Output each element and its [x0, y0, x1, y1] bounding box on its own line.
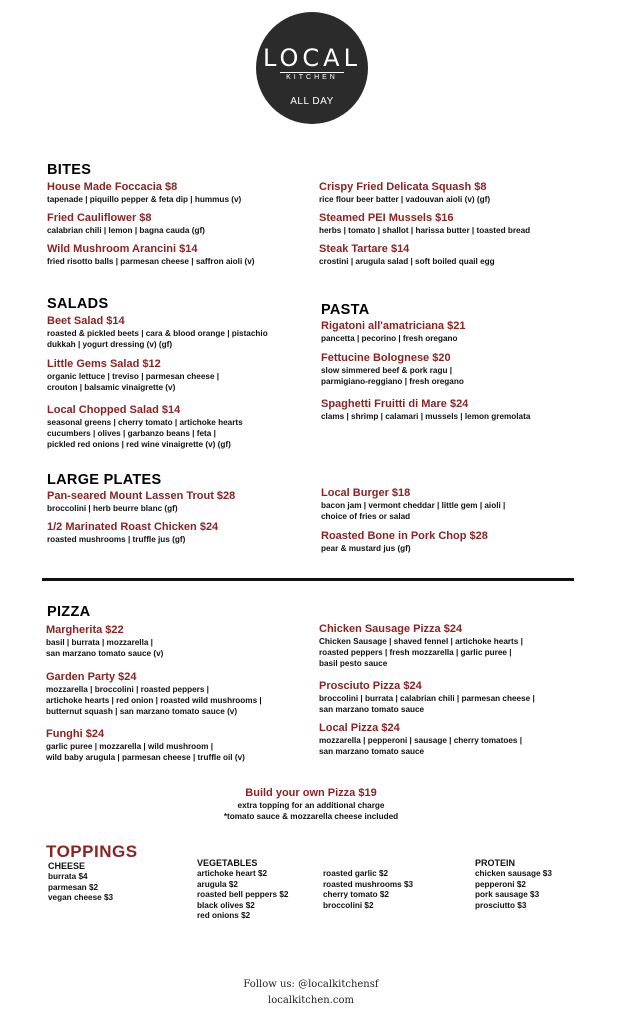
- item-name: Pan-seared Mount Lassen Trout $28: [47, 490, 236, 502]
- social-handle[interactable]: Follow us: @localkitchensf: [243, 979, 379, 990]
- item-desc: parmigiano-reggiano | fresh oregano: [321, 377, 464, 386]
- menu-item: [319, 211, 587, 236]
- menu-item: [319, 180, 587, 205]
- item-name: Little Gems Salad $12: [47, 358, 161, 370]
- topping-item: broccolini $2: [323, 900, 374, 910]
- item-name: Fettucine Bolognese $20: [321, 352, 451, 364]
- item-desc: crouton | balsamic vinaigrette (v): [47, 383, 176, 392]
- menu-item: [319, 622, 599, 669]
- section-title-pasta: PASTA: [321, 302, 370, 318]
- item-desc: mozzarella | pepperoni | sausage | cherry tomatoes |: [319, 736, 523, 745]
- topping-item: arugula $2: [197, 879, 238, 889]
- item-name: Fried Cauliflower $8: [47, 212, 152, 224]
- item-desc: crostini | arugula salad | soft boiled quail egg: [319, 257, 495, 266]
- item-desc: *tomato sauce & mozzarella cheese included: [223, 812, 399, 821]
- footer: [211, 977, 411, 1009]
- item-desc: pancetta | pecorino | fresh oregano: [321, 334, 458, 343]
- item-name: Roasted Bone in Pork Chop $28: [321, 530, 488, 542]
- item-desc: san marzano tomato sauce (v): [46, 649, 164, 658]
- menu-item: [319, 679, 599, 715]
- logo-wordmark: LOCAL: [263, 44, 361, 72]
- item-desc: roasted & pickled beets | cara & blood orange | pistachio: [47, 329, 268, 338]
- item-name: House Made Foccacia $8: [47, 181, 178, 193]
- section-title-bites: BITES: [47, 162, 92, 178]
- topping-item: roasted mushrooms $3: [323, 879, 414, 889]
- item-desc: bacon jam | vermont cheddar | little gem | aioli |: [321, 501, 506, 510]
- item-desc: clams | shrimp | calamari | mussels | lemon gremolata: [321, 412, 531, 421]
- item-desc: artichoke hearts | red onion | roasted wild mushrooms |: [46, 696, 262, 705]
- section-title-salads: SALADS: [47, 296, 109, 312]
- topping-item: burrata $4: [48, 872, 88, 881]
- logo-tagline: ALL DAY: [290, 96, 334, 107]
- menu-item: [47, 489, 315, 514]
- menu-item: [46, 670, 314, 717]
- menu-item: [47, 242, 315, 267]
- item-desc: roasted mushrooms | truffle jus (gf): [47, 535, 186, 544]
- item-desc: butternut squash | san marzano tomato sauce (v): [46, 707, 238, 716]
- menu-item: [47, 211, 315, 236]
- menu-item: [47, 314, 315, 350]
- topping-item: roasted garlic $2: [323, 869, 389, 878]
- topping-item: parmesan $2: [48, 882, 99, 892]
- item-name: Crispy Fried Delicata Squash $8: [319, 181, 487, 193]
- topping-item: red onions $2: [197, 911, 251, 920]
- item-desc: fried risotto balls | parmesan cheese | saffron aioli (v): [47, 257, 255, 266]
- item-name: Wild Mushroom Arancini $14: [47, 243, 198, 255]
- topping-item: vegan cheese $3: [48, 893, 114, 902]
- item-desc: extra topping for an additional charge: [237, 801, 385, 810]
- toppings-title: TOPPINGS: [46, 842, 138, 861]
- menu-item: [321, 397, 589, 422]
- toppings-vegetables-continued: [323, 869, 463, 911]
- item-desc: broccolini | burrata | calabrian chili | parmesan cheese |: [319, 694, 535, 703]
- item-name: Funghi $24: [46, 728, 105, 740]
- topping-item: roasted bell peppers $2: [197, 890, 289, 899]
- item-desc: dukkah | yogurt dressing (v) (gf): [47, 340, 173, 349]
- menu-item: [319, 242, 587, 267]
- logo-divider: [280, 72, 344, 73]
- website-link[interactable]: localkitchen.com: [268, 995, 354, 1006]
- logo-subtitle: KITCHEN: [286, 74, 338, 81]
- item-desc: mozzarella | broccolini | roasted peppers |: [46, 685, 209, 694]
- item-name: Margherita $22: [46, 624, 124, 636]
- menu-item: [321, 486, 589, 522]
- item-desc: calabrian chili | lemon | bagna cauda (gf): [47, 226, 205, 235]
- item-name: Local Burger $18: [321, 487, 411, 499]
- item-desc: garlic puree | mozzarella | wild mushroom |: [46, 742, 214, 751]
- item-name: Garden Party $24: [46, 671, 137, 683]
- item-desc: basil | burrata | mozzarella |: [46, 638, 153, 647]
- item-name: 1/2 Marinated Roast Chicken $24: [47, 521, 219, 533]
- item-desc: seasonal greens | cherry tomato | artichoke hearts: [47, 418, 243, 427]
- build-your-own-pizza: [150, 786, 472, 822]
- topping-item: black olives $2: [197, 900, 255, 910]
- section-divider: [42, 578, 574, 581]
- topping-item: prosciutto $3: [475, 900, 527, 910]
- menu-item: [46, 727, 314, 763]
- menu-item: [46, 623, 314, 659]
- item-desc: organic lettuce | treviso | parmesan cheese |: [47, 372, 220, 381]
- item-desc: choice of fries or salad: [321, 512, 411, 521]
- toppings-protein: [475, 857, 615, 911]
- toppings-heading: CHEESE: [48, 861, 86, 871]
- item-name: Beet Salad $14: [47, 315, 125, 327]
- toppings-vegetables: [197, 857, 337, 922]
- item-name: Chicken Sausage Pizza $24: [319, 623, 463, 635]
- menu-item: [321, 529, 589, 554]
- topping-item: cherry tomato $2: [323, 890, 389, 899]
- item-desc: roasted peppers | fresh mozzarella | garlic puree |: [319, 648, 512, 657]
- topping-item: artichoke heart $2: [197, 869, 268, 878]
- toppings-heading: PROTEIN: [475, 858, 516, 868]
- item-name: Steak Tartare $14: [319, 243, 410, 255]
- toppings-heading: VEGETABLES: [197, 858, 258, 868]
- item-desc: cucumbers | olives | garbanzo beans | feta |: [47, 429, 216, 438]
- item-desc: herbs | tomato | shallot | harissa butter | toasted bread: [319, 226, 531, 235]
- item-desc: broccolini | herb beurre blanc (gf): [47, 504, 178, 513]
- item-desc: tapenade | piquillo pepper & feta dip | hummus (v): [47, 195, 242, 204]
- item-name: Rigatoni all'amatriciana $21: [321, 320, 466, 332]
- item-desc: wild baby arugula | parmesan cheese | truffle oil (v): [46, 753, 245, 762]
- item-name: Local Pizza $24: [319, 722, 400, 734]
- item-name: Prosciuto Pizza $24: [319, 680, 422, 692]
- item-name: Local Chopped Salad $14: [47, 404, 181, 416]
- menu-item: [47, 180, 315, 205]
- toppings-cheese: [48, 860, 188, 904]
- section-title-large-plates: LARGE PLATES: [47, 472, 162, 488]
- menu-item: [47, 403, 315, 450]
- item-desc: pear & mustard jus (gf): [321, 544, 411, 553]
- item-desc: Chicken Sausage | shaved fennel | artichoke hearts |: [319, 637, 523, 646]
- item-desc: pickled red onions | red wine vinaigrette (v) (gf): [47, 440, 231, 449]
- item-desc: basil pesto sauce: [319, 659, 388, 668]
- item-desc: rice flour beer batter | vadouvan aioli (v) (gf): [319, 195, 491, 204]
- topping-item: pork sausage $3: [475, 890, 540, 899]
- item-desc: san marzano tomato sauce: [319, 705, 425, 714]
- menu-item: [47, 520, 315, 545]
- item-name: Steamed PEI Mussels $16: [319, 212, 454, 224]
- menu-item: [321, 319, 589, 344]
- logo: [256, 12, 368, 124]
- menu-item: [319, 721, 599, 757]
- menu-item: [321, 351, 589, 387]
- menu-item: [47, 357, 315, 393]
- item-name: Spaghetti Fruitti di Mare $24: [321, 398, 469, 410]
- item-desc: slow simmered beef & pork ragu |: [321, 366, 453, 375]
- section-title-pizza: PIZZA: [47, 604, 91, 620]
- topping-item: pepperoni $2: [475, 879, 526, 889]
- item-desc: san marzano tomato sauce: [319, 747, 425, 756]
- topping-item: chicken sausage $3: [475, 869, 552, 878]
- item-name: Build your own Pizza $19: [245, 787, 377, 799]
